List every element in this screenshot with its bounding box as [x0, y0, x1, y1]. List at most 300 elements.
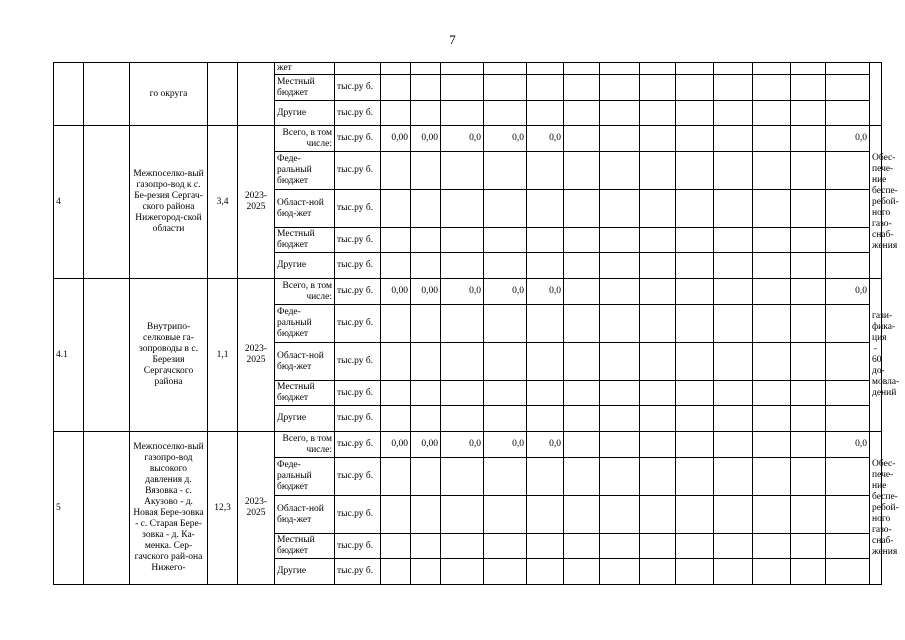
- unit-cell: тыс.ру б.: [335, 75, 381, 101]
- empty-value-cell: [640, 534, 676, 559]
- empty-value-cell: [381, 253, 411, 279]
- empty-value-cell: [714, 152, 753, 190]
- empty-value-cell: [381, 152, 411, 190]
- funding-source-cell: жет: [275, 63, 335, 75]
- empty-value-cell: [714, 126, 753, 152]
- empty-value-cell: [753, 190, 791, 228]
- empty-value-cell: [791, 432, 826, 458]
- unit-cell: тыс.ру б.: [335, 432, 381, 458]
- empty-value-cell: [600, 534, 640, 559]
- empty-value-cell: [791, 152, 826, 190]
- empty-value-cell: [714, 343, 753, 381]
- empty-value-cell: [411, 101, 441, 126]
- object-name-cell: Межпоселко-вый газопро-вод высокого давления д. Вязовка - с. Акузово - д. Новая Бере-зовка - с. Старая Бере-зовка - д. Ка-менка. Сер-гачского рай-она Нижего-: [130, 432, 208, 585]
- empty-value-cell: [600, 63, 640, 75]
- empty-value-cell: [676, 406, 714, 432]
- length-cell: 1,1: [208, 279, 238, 432]
- table-row: [54, 279, 882, 305]
- length-cell: 3,4: [208, 126, 238, 279]
- empty-value-cell: [600, 75, 640, 101]
- empty-value-cell: [640, 101, 676, 126]
- empty-value-cell: [564, 279, 600, 305]
- empty-value-cell: [791, 101, 826, 126]
- empty-value-cell: [441, 305, 484, 343]
- empty-value-cell: [753, 126, 791, 152]
- result-cell: Обес-пече-ние беспе-ребой-ного газо-снаб-жения: [870, 432, 882, 585]
- empty-value-cell: [564, 496, 600, 534]
- empty-value-cell: [527, 228, 564, 253]
- funding-source-cell: Област-ной бюд-жет: [275, 190, 335, 228]
- empty-value-cell: [714, 190, 753, 228]
- table-row: [54, 63, 882, 75]
- funding-source-cell: Другие: [275, 559, 335, 585]
- period-cell: [238, 63, 275, 126]
- result-cell: Обес-пече-ние беспе-ребой-ного газо-снаб-жения: [870, 126, 882, 279]
- empty-value-cell: [791, 496, 826, 534]
- empty-value-cell: [527, 406, 564, 432]
- empty-value-cell: [640, 279, 676, 305]
- empty-value-cell: [791, 305, 826, 343]
- empty-value-cell: [411, 458, 441, 496]
- empty-value-cell: [527, 559, 564, 585]
- unit-cell: тыс.ру б.: [335, 253, 381, 279]
- row-number-cell: [54, 63, 84, 126]
- empty-value-cell: [791, 559, 826, 585]
- empty-value-cell: [714, 305, 753, 343]
- empty-value-cell: [381, 381, 411, 406]
- empty-value-cell: [527, 305, 564, 343]
- empty-value-cell: [564, 305, 600, 343]
- unit-cell: тыс.ру б.: [335, 279, 381, 305]
- empty-value-cell: [564, 406, 600, 432]
- empty-value-cell: [411, 152, 441, 190]
- funding-source-cell: Всего, в том числе:: [275, 432, 335, 458]
- total-value-cell: 0,00: [381, 432, 411, 458]
- empty-value-cell: [640, 458, 676, 496]
- total-value-cell: 0,0: [826, 126, 870, 152]
- empty-value-cell: [441, 190, 484, 228]
- table-row: [54, 432, 882, 458]
- total-value-cell: 0,0: [826, 279, 870, 305]
- empty-value-cell: [564, 190, 600, 228]
- empty-value-cell: [527, 75, 564, 101]
- empty-value-cell: [600, 101, 640, 126]
- empty-value-cell: [676, 152, 714, 190]
- empty-value-cell: [441, 253, 484, 279]
- empty-value-cell: [484, 559, 527, 585]
- empty-value-cell: [826, 381, 870, 406]
- funding-source-cell: Другие: [275, 253, 335, 279]
- empty-value-cell: [676, 253, 714, 279]
- empty-value-cell: [484, 406, 527, 432]
- empty-value-cell: [791, 75, 826, 101]
- empty-value-cell: [676, 559, 714, 585]
- empty-value-cell: [564, 152, 600, 190]
- empty-value-cell: [600, 228, 640, 253]
- empty-value-cell: [826, 63, 870, 75]
- funding-source-cell: Другие: [275, 101, 335, 126]
- unit-cell: тыс.ру б.: [335, 381, 381, 406]
- empty-value-cell: [753, 63, 791, 75]
- funding-source-cell: Феде-ральный бюджет: [275, 152, 335, 190]
- empty-value-cell: [714, 406, 753, 432]
- empty-value-cell: [381, 228, 411, 253]
- empty-value-cell: [826, 305, 870, 343]
- total-value-cell: 0,00: [381, 126, 411, 152]
- empty-value-cell: [441, 152, 484, 190]
- total-value-cell: 0,0: [484, 126, 527, 152]
- empty-value-cell: [714, 253, 753, 279]
- empty-value-cell: [600, 253, 640, 279]
- empty-value-cell: [753, 534, 791, 559]
- empty-value-cell: [411, 228, 441, 253]
- empty-value-cell: [676, 381, 714, 406]
- empty-value-cell: [826, 152, 870, 190]
- empty-value-cell: [484, 101, 527, 126]
- row-number-cell: 4: [54, 126, 84, 279]
- empty-value-cell: [564, 253, 600, 279]
- empty-value-cell: [411, 406, 441, 432]
- unit-cell: тыс.ру б.: [335, 534, 381, 559]
- empty-value-cell: [484, 343, 527, 381]
- empty-value-cell: [753, 496, 791, 534]
- empty-value-cell: [676, 458, 714, 496]
- empty-value-cell: [791, 343, 826, 381]
- period-cell: 2023-2025: [238, 432, 275, 585]
- empty-value-cell: [791, 253, 826, 279]
- budget-table-body: [54, 63, 900, 585]
- empty-value-cell: [826, 253, 870, 279]
- empty-value-cell: [600, 279, 640, 305]
- empty-value-cell: [753, 432, 791, 458]
- empty-value-cell: [791, 534, 826, 559]
- empty-value-cell: [600, 406, 640, 432]
- empty-value-cell: [640, 559, 676, 585]
- empty-value-cell: [441, 381, 484, 406]
- object-name-cell: го округа: [130, 63, 208, 126]
- total-value-cell: 0,0: [527, 432, 564, 458]
- total-value-cell: 0,00: [411, 432, 441, 458]
- empty-value-cell: [381, 101, 411, 126]
- empty-value-cell: [527, 458, 564, 496]
- empty-value-cell: [411, 253, 441, 279]
- unit-cell: тыс.ру б.: [335, 152, 381, 190]
- empty-value-cell: [753, 253, 791, 279]
- result-cell: гази-фика-ция - 60 до-мовла-дений: [870, 279, 882, 432]
- empty-value-cell: [676, 279, 714, 305]
- empty-value-cell: [791, 406, 826, 432]
- total-value-cell: 0,0: [441, 279, 484, 305]
- empty-value-cell: [640, 152, 676, 190]
- empty-value-cell: [564, 381, 600, 406]
- empty-value-cell: [600, 381, 640, 406]
- empty-value-cell: [600, 190, 640, 228]
- empty-value-cell: [527, 534, 564, 559]
- total-value-cell: 0,0: [527, 279, 564, 305]
- empty-value-cell: [791, 126, 826, 152]
- unit-cell: тыс.ру б.: [335, 305, 381, 343]
- empty-value-cell: [753, 101, 791, 126]
- empty-value-cell: [676, 228, 714, 253]
- empty-value-cell: [411, 381, 441, 406]
- empty-value-cell: [381, 458, 411, 496]
- funding-source-cell: Феде-ральный бюджет: [275, 305, 335, 343]
- empty-value-cell: [441, 406, 484, 432]
- empty-value-cell: [564, 63, 600, 75]
- empty-value-cell: [441, 75, 484, 101]
- funding-source-cell: Феде-ральный бюджет: [275, 458, 335, 496]
- empty-value-cell: [441, 343, 484, 381]
- empty-value-cell: [676, 432, 714, 458]
- empty-value-cell: [484, 63, 527, 75]
- empty-value-cell: [791, 279, 826, 305]
- unit-cell: тыс.ру б.: [335, 559, 381, 585]
- empty-value-cell: [676, 343, 714, 381]
- empty-cell: [84, 126, 130, 279]
- empty-value-cell: [484, 190, 527, 228]
- funding-source-cell: Област-ной бюд-жет: [275, 343, 335, 381]
- empty-value-cell: [527, 343, 564, 381]
- total-value-cell: 0,00: [411, 279, 441, 305]
- empty-value-cell: [676, 63, 714, 75]
- empty-value-cell: [381, 496, 411, 534]
- empty-value-cell: [411, 305, 441, 343]
- empty-value-cell: [714, 279, 753, 305]
- total-value-cell: 0,0: [441, 432, 484, 458]
- empty-value-cell: [826, 190, 870, 228]
- empty-value-cell: [676, 305, 714, 343]
- empty-value-cell: [600, 152, 640, 190]
- object-name-cell: Внутрипо-селковые га-зопроводы в с. Березия Сергачского района: [130, 279, 208, 432]
- empty-value-cell: [826, 458, 870, 496]
- empty-value-cell: [714, 75, 753, 101]
- empty-value-cell: [753, 406, 791, 432]
- empty-value-cell: [791, 228, 826, 253]
- empty-value-cell: [600, 305, 640, 343]
- empty-value-cell: [441, 101, 484, 126]
- row-number-cell: 4.1: [54, 279, 84, 432]
- empty-cell: [84, 63, 130, 126]
- empty-value-cell: [640, 253, 676, 279]
- empty-value-cell: [441, 559, 484, 585]
- length-cell: [208, 63, 238, 126]
- empty-value-cell: [714, 458, 753, 496]
- empty-value-cell: [826, 75, 870, 101]
- empty-value-cell: [564, 343, 600, 381]
- empty-value-cell: [640, 496, 676, 534]
- empty-value-cell: [826, 534, 870, 559]
- empty-value-cell: [640, 305, 676, 343]
- total-value-cell: 0,0: [484, 279, 527, 305]
- empty-value-cell: [484, 152, 527, 190]
- empty-value-cell: [791, 458, 826, 496]
- empty-value-cell: [640, 63, 676, 75]
- funding-source-cell: Другие: [275, 406, 335, 432]
- empty-value-cell: [791, 63, 826, 75]
- empty-value-cell: [753, 559, 791, 585]
- funding-source-cell: Местный бюджет: [275, 381, 335, 406]
- empty-value-cell: [527, 253, 564, 279]
- empty-value-cell: [676, 75, 714, 101]
- unit-cell: тыс.ру б.: [335, 228, 381, 253]
- empty-value-cell: [484, 253, 527, 279]
- unit-cell: тыс.ру б.: [335, 458, 381, 496]
- empty-value-cell: [527, 381, 564, 406]
- empty-value-cell: [640, 432, 676, 458]
- empty-cell: [84, 432, 130, 585]
- empty-value-cell: [640, 190, 676, 228]
- page-number: 7: [449, 32, 456, 47]
- length-cell: 12,3: [208, 432, 238, 585]
- empty-value-cell: [484, 381, 527, 406]
- empty-value-cell: [753, 381, 791, 406]
- budget-table: [53, 62, 900, 585]
- empty-value-cell: [676, 534, 714, 559]
- empty-cell: [84, 279, 130, 432]
- empty-value-cell: [411, 559, 441, 585]
- empty-value-cell: [714, 559, 753, 585]
- empty-value-cell: [484, 458, 527, 496]
- empty-value-cell: [381, 559, 411, 585]
- empty-value-cell: [484, 496, 527, 534]
- empty-value-cell: [600, 432, 640, 458]
- empty-value-cell: [381, 190, 411, 228]
- empty-value-cell: [564, 101, 600, 126]
- empty-value-cell: [753, 305, 791, 343]
- total-value-cell: 0,0: [484, 432, 527, 458]
- empty-value-cell: [411, 75, 441, 101]
- empty-value-cell: [484, 228, 527, 253]
- empty-value-cell: [381, 305, 411, 343]
- empty-value-cell: [714, 534, 753, 559]
- empty-value-cell: [640, 75, 676, 101]
- empty-value-cell: [714, 381, 753, 406]
- empty-value-cell: [484, 305, 527, 343]
- unit-cell: тыс.ру б.: [335, 343, 381, 381]
- empty-value-cell: [753, 279, 791, 305]
- empty-value-cell: [564, 534, 600, 559]
- empty-value-cell: [411, 63, 441, 75]
- empty-value-cell: [527, 101, 564, 126]
- empty-value-cell: [640, 126, 676, 152]
- empty-value-cell: [527, 496, 564, 534]
- empty-value-cell: [527, 152, 564, 190]
- object-name-cell: Межпоселко-вый газопро-вод к с. Бе-резия Сергач-ского района Нижегород-ской области: [130, 126, 208, 279]
- period-cell: 2023-2025: [238, 279, 275, 432]
- empty-value-cell: [600, 559, 640, 585]
- result-cell: [870, 63, 882, 126]
- unit-cell: [335, 63, 381, 75]
- empty-value-cell: [753, 343, 791, 381]
- empty-value-cell: [826, 228, 870, 253]
- funding-source-cell: Местный бюджет: [275, 228, 335, 253]
- empty-value-cell: [640, 343, 676, 381]
- funding-source-cell: Всего, в том числе:: [275, 279, 335, 305]
- funding-source-cell: Местный бюджет: [275, 75, 335, 101]
- empty-value-cell: [527, 63, 564, 75]
- period-cell: 2023-2025: [238, 126, 275, 279]
- empty-value-cell: [826, 559, 870, 585]
- empty-value-cell: [564, 126, 600, 152]
- total-value-cell: 0,0: [441, 126, 484, 152]
- unit-cell: тыс.ру б.: [335, 126, 381, 152]
- unit-cell: тыс.ру б.: [335, 190, 381, 228]
- row-number-cell: 5: [54, 432, 84, 585]
- empty-value-cell: [411, 190, 441, 228]
- empty-value-cell: [564, 228, 600, 253]
- empty-value-cell: [381, 406, 411, 432]
- empty-value-cell: [564, 559, 600, 585]
- empty-value-cell: [826, 496, 870, 534]
- empty-value-cell: [791, 381, 826, 406]
- empty-value-cell: [791, 190, 826, 228]
- empty-value-cell: [564, 458, 600, 496]
- table-row: [54, 126, 882, 152]
- empty-value-cell: [753, 75, 791, 101]
- empty-value-cell: [600, 458, 640, 496]
- empty-value-cell: [381, 343, 411, 381]
- funding-source-cell: Местный бюджет: [275, 534, 335, 559]
- empty-value-cell: [484, 75, 527, 101]
- empty-value-cell: [441, 496, 484, 534]
- empty-value-cell: [411, 496, 441, 534]
- empty-value-cell: [441, 63, 484, 75]
- total-value-cell: 0,00: [411, 126, 441, 152]
- empty-value-cell: [381, 63, 411, 75]
- empty-value-cell: [714, 101, 753, 126]
- empty-value-cell: [411, 534, 441, 559]
- empty-value-cell: [600, 126, 640, 152]
- empty-value-cell: [753, 458, 791, 496]
- empty-value-cell: [441, 458, 484, 496]
- funding-source-cell: Всего, в том числе:: [275, 126, 335, 152]
- unit-cell: тыс.ру б.: [335, 101, 381, 126]
- empty-value-cell: [753, 152, 791, 190]
- total-value-cell: 0,0: [527, 126, 564, 152]
- empty-value-cell: [676, 101, 714, 126]
- empty-value-cell: [714, 496, 753, 534]
- empty-value-cell: [484, 534, 527, 559]
- total-value-cell: 0,0: [826, 432, 870, 458]
- empty-value-cell: [381, 534, 411, 559]
- empty-value-cell: [640, 228, 676, 253]
- empty-value-cell: [527, 190, 564, 228]
- empty-value-cell: [441, 228, 484, 253]
- empty-value-cell: [753, 228, 791, 253]
- empty-value-cell: [564, 75, 600, 101]
- total-value-cell: 0,00: [381, 279, 411, 305]
- empty-value-cell: [640, 381, 676, 406]
- empty-value-cell: [826, 101, 870, 126]
- empty-value-cell: [676, 126, 714, 152]
- empty-value-cell: [441, 534, 484, 559]
- empty-value-cell: [640, 406, 676, 432]
- empty-value-cell: [564, 432, 600, 458]
- empty-value-cell: [411, 343, 441, 381]
- empty-value-cell: [714, 63, 753, 75]
- unit-cell: тыс.ру б.: [335, 496, 381, 534]
- funding-source-cell: Област-ной бюд-жет: [275, 496, 335, 534]
- empty-value-cell: [714, 228, 753, 253]
- empty-value-cell: [676, 496, 714, 534]
- empty-value-cell: [600, 343, 640, 381]
- empty-value-cell: [826, 406, 870, 432]
- empty-value-cell: [381, 75, 411, 101]
- unit-cell: тыс.ру б.: [335, 406, 381, 432]
- empty-value-cell: [676, 190, 714, 228]
- empty-value-cell: [600, 496, 640, 534]
- empty-value-cell: [826, 343, 870, 381]
